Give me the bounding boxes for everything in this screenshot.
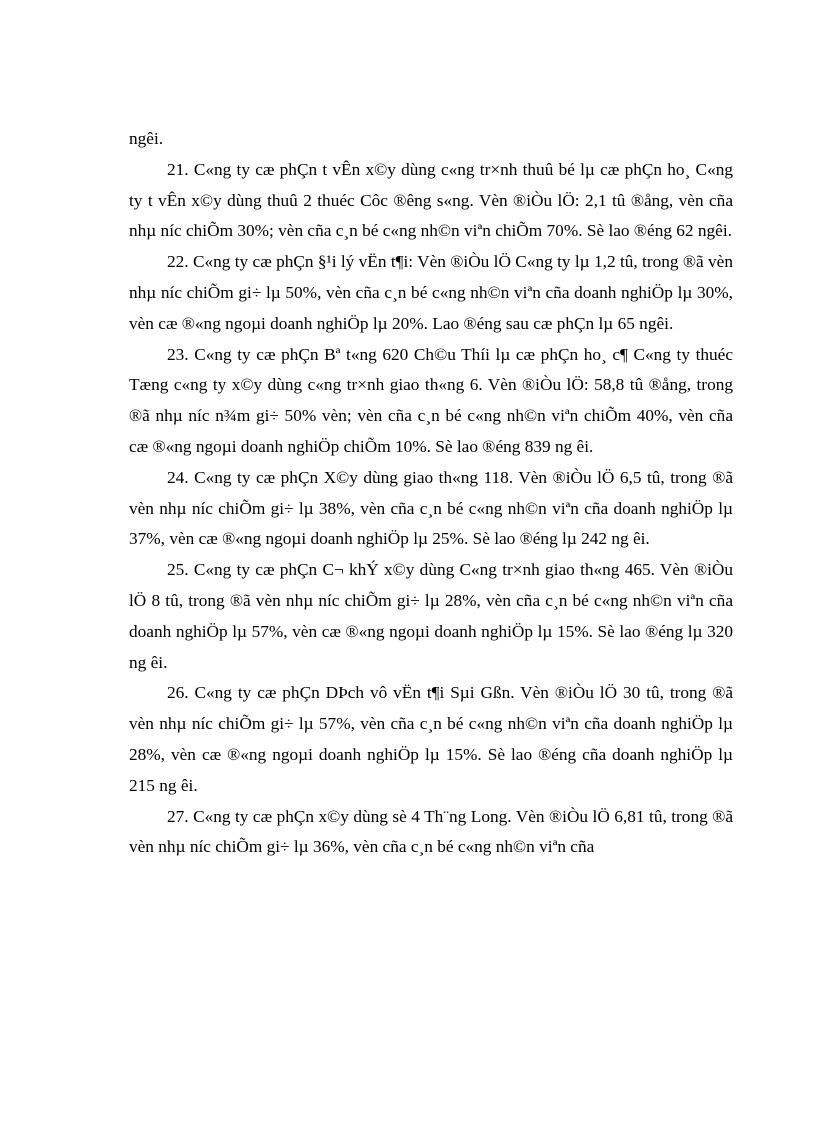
paragraph-item-24: 24. C«ng ty cæ phÇn X©y dùng giao th«ng 118. Vèn ®iÒu lÖ 6,5 tû, trong ®ã vèn nhµ níc chiÕm gi÷ lµ 38%, vèn cña c¸n bé c«ng nh©n viªn cña doanh nghiÖp lµ 37%, vèn cæ ®«ng ngoµi doanh nghiÖp lµ 25%. Sè lao ®éng lµ 242 ng êi. (129, 467, 733, 549)
paragraph-item-21: 21. C«ng ty cæ phÇn t vÊn x©y dùng c«ng tr×nh thuû bé lµ cæ phÇn ho¸ C«ng ty t vÊn x©y dùng thuû 2 thuéc Côc ®êng s«ng. Vèn ®iÒu lÖ: 2,1 tû ®ång, vèn cña nhµ níc chiÕm 30%; vèn cña c¸n bé c«ng nh©n viªn chiÕm 70%. Sè lao ®éng 62 ngêi. (129, 159, 733, 241)
paragraph-item-26: 26. C«ng ty cæ phÇn DÞch vô vËn t¶i Sµi Gßn. Vèn ®iÒu lÖ 30 tû, trong ®ã vèn nhµ níc chiÕm gi÷ lµ 57%, vèn cña c¸n bé c«ng nh©n viªn cña doanh nghiÖp lµ 28%, vèn cæ ®«ng ngoµi doanh nghiÖp lµ 15%. Sè lao ®éng cña doanh nghiÖp lµ 215 ng êi. (129, 683, 733, 795)
paragraph-item-23: 23. C«ng ty cæ phÇn Bª t«ng 620 Ch©u Thíi lµ cæ phÇn ho¸ c¶ C«ng ty thuéc Tæng c«ng ty x©y dùng c«ng tr×nh giao th«ng 6. Vèn ®iÒu lÖ: 58,8 tû ®ång, trong ®ã nhµ níc n¾m gi÷ 50% vèn; vèn cña c¸n bé c«ng nh©n viªn chiÕm 40%, vèn cña cæ ®«ng ngoµi doanh nghiÖp chiÕm 10%. Sè lao ®éng 839 ng êi. (129, 344, 733, 456)
paragraph-continuation: ngêi. (129, 129, 164, 148)
document-page (129, 124, 733, 863)
paragraph-item-25: 25. C«ng ty cæ phÇn C¬ khÝ x©y dùng C«ng tr×nh giao th«ng 465. Vèn ®iÒu lÖ 8 tû, trong ®ã vèn nhµ níc chiÕm gi÷ lµ 28%, vèn cña c¸n bé c«ng nh©n viªn cña doanh nghiÖp lµ 57%, vèn cæ ®«ng ngoµi doanh nghiÖp lµ 15%. Sè lao ®éng lµ 320 ng êi. (129, 560, 733, 672)
paragraph-item-27: 27. C«ng ty cæ phÇn x©y dùng sè 4 Th¨ng Long. Vèn ®iÒu lÖ 6,81 tû, trong ®ã vèn nhµ níc chiÕm gi÷ lµ 36%, vèn cña c¸n bé c«ng nh©n viªn cña (129, 806, 733, 857)
paragraph-item-22: 22. C«ng ty cæ phÇn §¹i lý vËn t¶i: Vèn ®iÒu lÖ C«ng ty lµ 1,2 tû, trong ®ã vèn nhµ níc chiÕm gi÷ lµ 50%, vèn cña c¸n bé c«ng nh©n viªn cña doanh nghiÖp lµ 30%, vèn cæ ®«ng ngoµi doanh nghiÖp lµ 20%. Lao ®éng sau cæ phÇn lµ 65 ngêi. (129, 252, 733, 333)
